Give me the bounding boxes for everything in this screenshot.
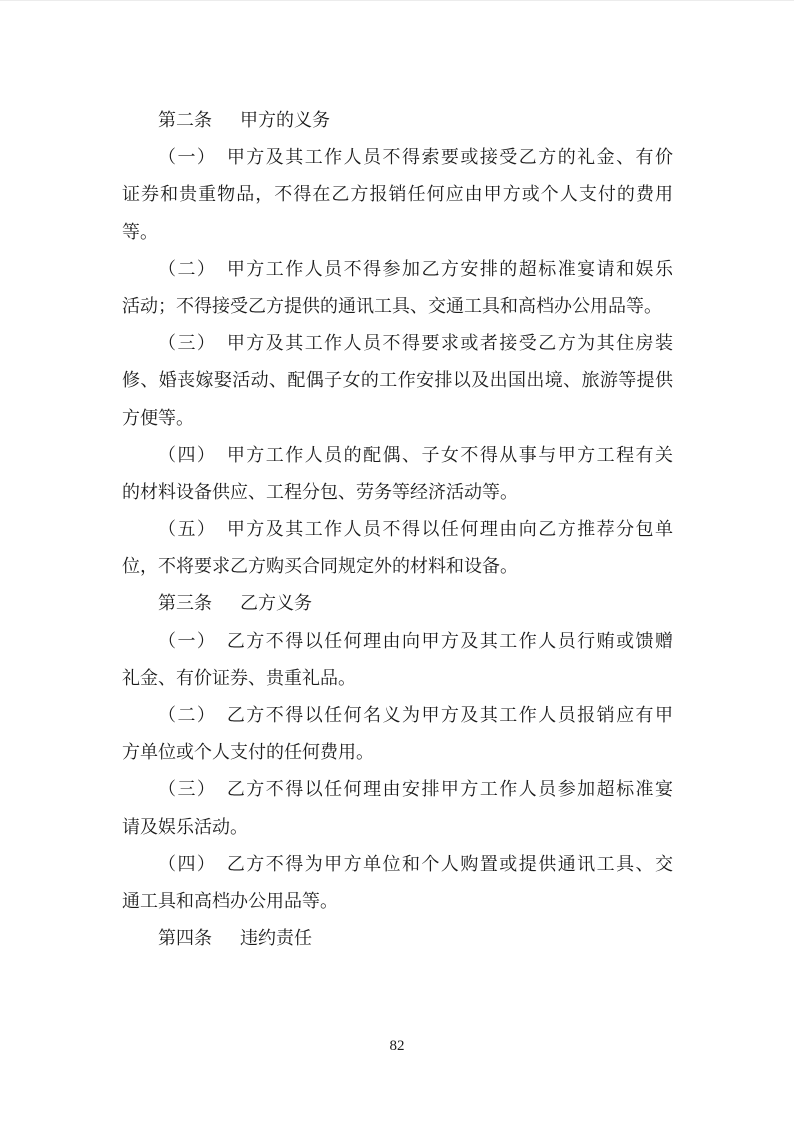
paragraph-line: （一） 甲方及其工作人员不得索要或接受乙方的礼金、有价 bbox=[158, 147, 673, 168]
paragraph-line: 的材料设备供应、工程分包、劳务等经济活动等。 bbox=[122, 481, 518, 502]
tab-spacer bbox=[212, 943, 240, 944]
paragraph-line: （三） 甲方及其工作人员不得要求或者接受乙方为其住房装 bbox=[158, 333, 673, 354]
paragraph-line: 证券和贵重物品，不得在乙方报销任何应由甲方或个人支付的费用 bbox=[122, 184, 673, 205]
paragraph-line: 修、婚丧嫁娶活动、配偶子女的工作安排以及出国出境、旅游等提供 bbox=[122, 370, 673, 391]
paragraph-line: 礼金、有价证券、贵重礼品。 bbox=[122, 667, 356, 688]
paragraph-line: 方便等。 bbox=[122, 407, 194, 428]
paragraph-line: 请及娱乐活动。 bbox=[122, 816, 248, 837]
page-number: 82 bbox=[389, 1038, 405, 1054]
section-heading bbox=[122, 920, 673, 957]
paragraph-line: 通工具和高档办公用品等。 bbox=[122, 890, 338, 911]
tab-spacer bbox=[212, 608, 240, 609]
paragraph-line: （三） 乙方不得以任何理由安排甲方工作人员参加超标准宴 bbox=[158, 779, 673, 800]
paragraph-line: （二） 甲方工作人员不得参加乙方安排的超标准宴请和娱乐 bbox=[158, 258, 673, 279]
paragraph-line: （四） 乙方不得为甲方单位和个人购置或提供通讯工具、交 bbox=[158, 853, 673, 874]
section-heading-label: 第二条 bbox=[158, 110, 212, 130]
document-body bbox=[122, 102, 673, 957]
paragraph-line: 等。 bbox=[122, 221, 158, 242]
section-heading-title: 乙方义务 bbox=[240, 593, 312, 614]
paragraph-line: （五） 甲方及其工作人员不得以任何理由向乙方推荐分包单 bbox=[158, 519, 673, 540]
section-heading-title: 违约责任 bbox=[240, 928, 312, 949]
section-heading-title: 甲方的义务 bbox=[240, 110, 330, 130]
section-heading bbox=[122, 585, 673, 622]
paragraph-line: 方单位或个人支付的任何费用。 bbox=[122, 742, 374, 763]
paragraph-line: 位，不将要求乙方购买合同规定外的材料和设备。 bbox=[122, 556, 518, 577]
paragraph-line: （二） 乙方不得以任何名义为甲方及其工作人员报销应有甲 bbox=[158, 705, 673, 725]
tab-spacer bbox=[212, 125, 240, 126]
paragraph-line: 活动；不得接受乙方提供的通讯工具、交通工具和高档办公用品等。 bbox=[122, 295, 662, 316]
section-heading-label: 第四条 bbox=[158, 928, 212, 949]
section-heading bbox=[122, 102, 673, 139]
paragraph-line: （一） 乙方不得以任何理由向甲方及其工作人员行贿或馈赠 bbox=[158, 630, 673, 651]
paragraph-line: （四） 甲方工作人员的配偶、子女不得从事与甲方工程有关 bbox=[158, 444, 673, 465]
section-heading-label: 第三条 bbox=[158, 593, 212, 614]
